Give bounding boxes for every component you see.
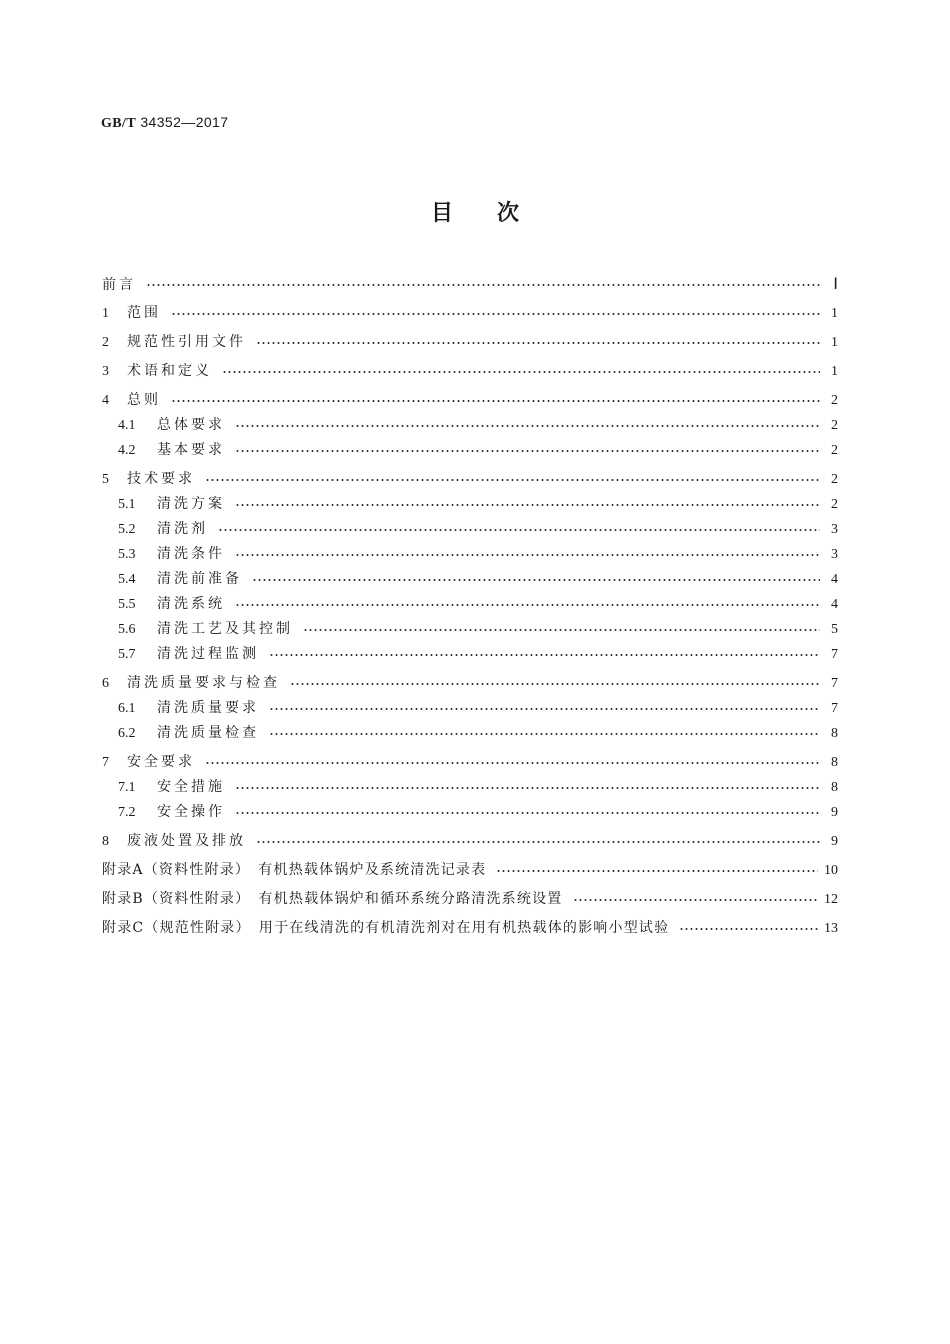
toc-entry-number: 6 bbox=[102, 676, 109, 691]
toc-subentry[interactable] bbox=[102, 492, 838, 517]
dot-leader bbox=[269, 706, 820, 712]
toc-entry-page: 5 bbox=[831, 622, 838, 637]
toc-entry-title: 总体要求 bbox=[157, 417, 225, 433]
toc-entry-number: 7.2 bbox=[118, 805, 136, 820]
toc-entry-page: 9 bbox=[831, 805, 838, 820]
dot-leader bbox=[235, 602, 820, 608]
toc-entry-page: 10 bbox=[824, 863, 838, 878]
toc-entry[interactable] bbox=[102, 359, 838, 384]
toc-subentry[interactable] bbox=[102, 617, 838, 642]
dot-leader bbox=[171, 398, 820, 404]
dot-leader bbox=[205, 477, 820, 483]
dot-leader bbox=[205, 760, 820, 766]
toc-entry-number: 5 bbox=[102, 472, 109, 487]
toc-entry[interactable] bbox=[102, 671, 838, 696]
toc-entry-number: 3 bbox=[102, 364, 109, 379]
dot-leader bbox=[303, 627, 820, 633]
toc-entry-title: 附录C（规范性附录） 用于在线清洗的有机清洗剂对在用有机热载体的影响小型试验 bbox=[102, 920, 670, 936]
toc-subentry[interactable] bbox=[102, 642, 838, 667]
dot-leader bbox=[235, 448, 820, 454]
toc-entry-number: 2 bbox=[102, 335, 109, 350]
toc-entry-title: 前言 bbox=[102, 277, 136, 293]
toc-entry-title: 安全措施 bbox=[157, 779, 225, 795]
toc-entry[interactable] bbox=[102, 272, 838, 297]
toc-entry-title: 技术要求 bbox=[127, 471, 195, 487]
toc-entry-title: 清洗质量要求 bbox=[157, 700, 259, 716]
toc-subentry[interactable] bbox=[102, 696, 838, 721]
toc-entry-page: 7 bbox=[831, 676, 838, 691]
dot-leader bbox=[235, 810, 820, 816]
toc-subentry[interactable] bbox=[102, 592, 838, 617]
toc-entry-number: 5.4 bbox=[118, 572, 136, 587]
dot-leader bbox=[235, 423, 820, 429]
toc-subentry[interactable] bbox=[102, 413, 838, 438]
toc-entry-number: 5.5 bbox=[118, 597, 136, 612]
toc-entry-title: 清洗系统 bbox=[157, 596, 225, 612]
toc-entry-number: 7.1 bbox=[118, 780, 136, 795]
toc-entry-page: 7 bbox=[831, 701, 838, 716]
toc-appendix-entry[interactable] bbox=[102, 858, 838, 883]
toc-entry-page: 1 bbox=[831, 364, 838, 379]
toc-entry-page: 2 bbox=[831, 418, 838, 433]
standard-code bbox=[101, 114, 228, 132]
toc-entry-number: 7 bbox=[102, 755, 109, 770]
toc-entry-page: Ⅰ bbox=[833, 276, 838, 293]
standard-prefix: GB/T bbox=[101, 116, 137, 131]
toc-subentry[interactable] bbox=[102, 775, 838, 800]
toc-entry-title: 附录A（资料性附录） 有机热载体锅炉及系统清洗记录表 bbox=[102, 862, 487, 878]
dot-leader bbox=[235, 502, 820, 508]
toc-entry-page: 2 bbox=[831, 497, 838, 512]
toc-entry-page: 2 bbox=[831, 443, 838, 458]
toc-entry-page: 1 bbox=[831, 335, 838, 350]
toc-entry-page: 7 bbox=[831, 647, 838, 662]
toc-subentry[interactable] bbox=[102, 438, 838, 463]
dot-leader bbox=[235, 785, 820, 791]
dot-leader bbox=[496, 868, 818, 874]
toc-entry[interactable] bbox=[102, 750, 838, 775]
page-title: 目次 bbox=[430, 201, 563, 226]
toc-entry-page: 1 bbox=[831, 306, 838, 321]
toc-entry-title: 清洗剂 bbox=[157, 521, 208, 537]
toc-entry-title: 清洗工艺及其控制 bbox=[157, 621, 293, 637]
toc-subentry[interactable] bbox=[102, 542, 838, 567]
toc-entry-title: 清洗方案 bbox=[157, 496, 225, 512]
dot-leader bbox=[171, 311, 820, 317]
toc-appendix-entry[interactable] bbox=[102, 887, 838, 912]
toc-entry-page: 9 bbox=[831, 834, 838, 849]
toc-entry-title: 附录B（资料性附录） 有机热载体锅炉和循环系统分路清洗系统设置 bbox=[102, 891, 563, 907]
toc-entry-number: 5.2 bbox=[118, 522, 136, 537]
toc-entry-page: 8 bbox=[831, 726, 838, 741]
toc-entry-title: 清洗前准备 bbox=[157, 571, 242, 587]
toc-subentry[interactable] bbox=[102, 800, 838, 825]
toc-entry-page: 2 bbox=[831, 393, 838, 408]
toc-entry-page: 4 bbox=[831, 597, 838, 612]
toc-entry-number: 5.6 bbox=[118, 622, 136, 637]
toc-entry-title: 安全操作 bbox=[157, 804, 225, 820]
toc-entry-title: 规范性引用文件 bbox=[127, 334, 246, 350]
standard-number: 34352—2017 bbox=[140, 114, 229, 130]
toc-subentry[interactable] bbox=[102, 567, 838, 592]
dot-leader bbox=[269, 731, 820, 737]
dot-leader bbox=[146, 282, 820, 288]
toc-entry-page: 2 bbox=[831, 472, 838, 487]
dot-leader bbox=[269, 652, 820, 658]
dot-leader bbox=[573, 897, 819, 903]
table-of-contents bbox=[102, 272, 838, 941]
toc-entry-number: 1 bbox=[102, 306, 109, 321]
toc-entry-title: 废液处置及排放 bbox=[127, 833, 246, 849]
toc-entry-page: 3 bbox=[831, 547, 838, 562]
toc-entry-title: 总则 bbox=[127, 392, 161, 408]
toc-entry-number: 4.1 bbox=[118, 418, 136, 433]
dot-leader bbox=[256, 839, 820, 845]
toc-entry-number: 6.1 bbox=[118, 701, 136, 716]
toc-entry-title: 范围 bbox=[127, 305, 161, 321]
toc-entry-page: 8 bbox=[831, 780, 838, 795]
toc-entry-title: 清洗过程监测 bbox=[157, 646, 259, 662]
toc-entry-title: 清洗质量检查 bbox=[157, 725, 259, 741]
toc-entry[interactable] bbox=[102, 388, 838, 413]
toc-appendix-entry[interactable] bbox=[102, 916, 838, 941]
toc-entry[interactable] bbox=[102, 330, 838, 355]
toc-entry-page: 12 bbox=[824, 892, 838, 907]
toc-entry-page: 3 bbox=[831, 522, 838, 537]
toc-entry-title: 清洗条件 bbox=[157, 546, 225, 562]
toc-entry-title: 清洗质量要求与检查 bbox=[127, 675, 280, 691]
dot-leader bbox=[235, 552, 820, 558]
toc-entry-number: 5.7 bbox=[118, 647, 136, 662]
dot-leader bbox=[252, 577, 820, 583]
dot-leader bbox=[222, 369, 820, 375]
toc-entry-page: 4 bbox=[831, 572, 838, 587]
toc-entry[interactable] bbox=[102, 829, 838, 854]
toc-entry-page: 13 bbox=[824, 921, 838, 936]
dot-leader bbox=[290, 681, 820, 687]
toc-subentry[interactable] bbox=[102, 721, 838, 746]
toc-entry-title: 基本要求 bbox=[157, 442, 225, 458]
toc-entry-number: 5.1 bbox=[118, 497, 136, 512]
dot-leader bbox=[218, 527, 820, 533]
toc-entry-number: 4 bbox=[102, 393, 109, 408]
toc-subentry[interactable] bbox=[102, 517, 838, 542]
toc-entry-page: 8 bbox=[831, 755, 838, 770]
toc-entry[interactable] bbox=[102, 467, 838, 492]
toc-entry-title: 安全要求 bbox=[127, 754, 195, 770]
toc-entry-number: 8 bbox=[102, 834, 109, 849]
toc-entry[interactable] bbox=[102, 301, 838, 326]
toc-entry-number: 6.2 bbox=[118, 726, 136, 741]
dot-leader bbox=[679, 926, 818, 932]
dot-leader bbox=[256, 340, 820, 346]
toc-entry-number: 5.3 bbox=[118, 547, 136, 562]
toc-entry-number: 4.2 bbox=[118, 443, 136, 458]
toc-entry-title: 术语和定义 bbox=[127, 363, 212, 379]
